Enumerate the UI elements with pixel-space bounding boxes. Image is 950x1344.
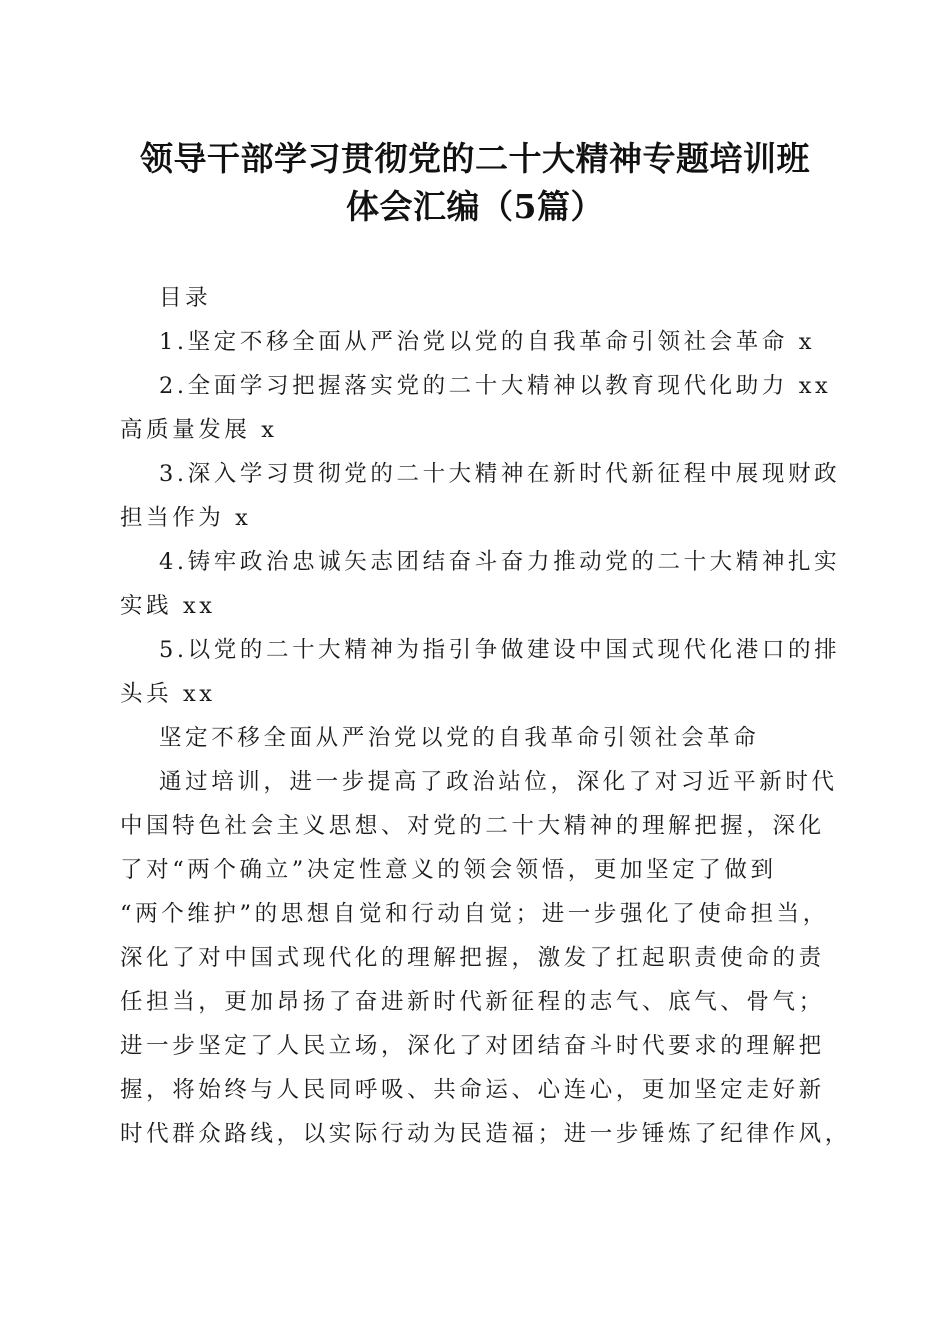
body-line: 深化了对中国式现代化的理解把握，激发了扛起职责使命的责 [120, 945, 825, 971]
body-line: 时代群众路线，以实际行动为民造福；进一步锤炼了纪律作风， [120, 1121, 851, 1147]
toc-item-5-cont: 头兵 xx [120, 681, 216, 707]
toc-item-3-cont: 担当作为 x [120, 505, 252, 531]
toc-item-4: 4.铸牢政治忠诚矢志团结奋斗奋力推动党的二十大精神扎实 [159, 549, 841, 575]
toc-item-5: 5.以党的二十大精神为指引争做建设中国式现代化港口的排 [159, 637, 841, 663]
toc-item-2: 2.全面学习把握落实党的二十大精神以教育现代化助力 xx [159, 373, 832, 399]
body-line: 任担当，更加昂扬了奋进新时代新征程的志气、底气、骨气； [120, 989, 825, 1015]
toc-item-1: 1.坚定不移全面从严治党以党的自我革命引领社会革命 x [159, 329, 816, 355]
document-title-line-2: 体会汇编（5篇） [346, 187, 604, 226]
body-line: “两个维护”的思想自觉和行动自觉；进一步强化了使命担当， [120, 901, 829, 927]
body-line: 了对“两个确立”决定性意义的领会领悟，更加坚定了做到 [120, 857, 777, 883]
body-line: 握，将始终与人民同呼吸、共命运、心连心，更加坚定走好新 [120, 1077, 825, 1103]
document-title-line-1: 领导干部学习贯彻党的二十大精神专题培训班 [140, 139, 810, 178]
section-heading: 坚定不移全面从严治党以党的自我革命引领社会革命 [159, 725, 760, 751]
body-line: 进一步坚定了人民立场，深化了对团结奋斗时代要求的理解把 [120, 1033, 825, 1059]
toc-heading: 目录 [159, 285, 212, 311]
toc-item-4-cont: 实践 xx [120, 593, 216, 619]
toc-item-3: 3.深入学习贯彻党的二十大精神在新时代新征程中展现财政 [159, 461, 841, 487]
toc-item-2-cont: 高质量发展 x [120, 417, 278, 443]
body-line: 中国特色社会主义思想、对党的二十大精神的理解把握，深化 [120, 813, 825, 839]
body-line: 通过培训，进一步提高了政治站位，深化了对习近平新时代 [159, 769, 838, 795]
